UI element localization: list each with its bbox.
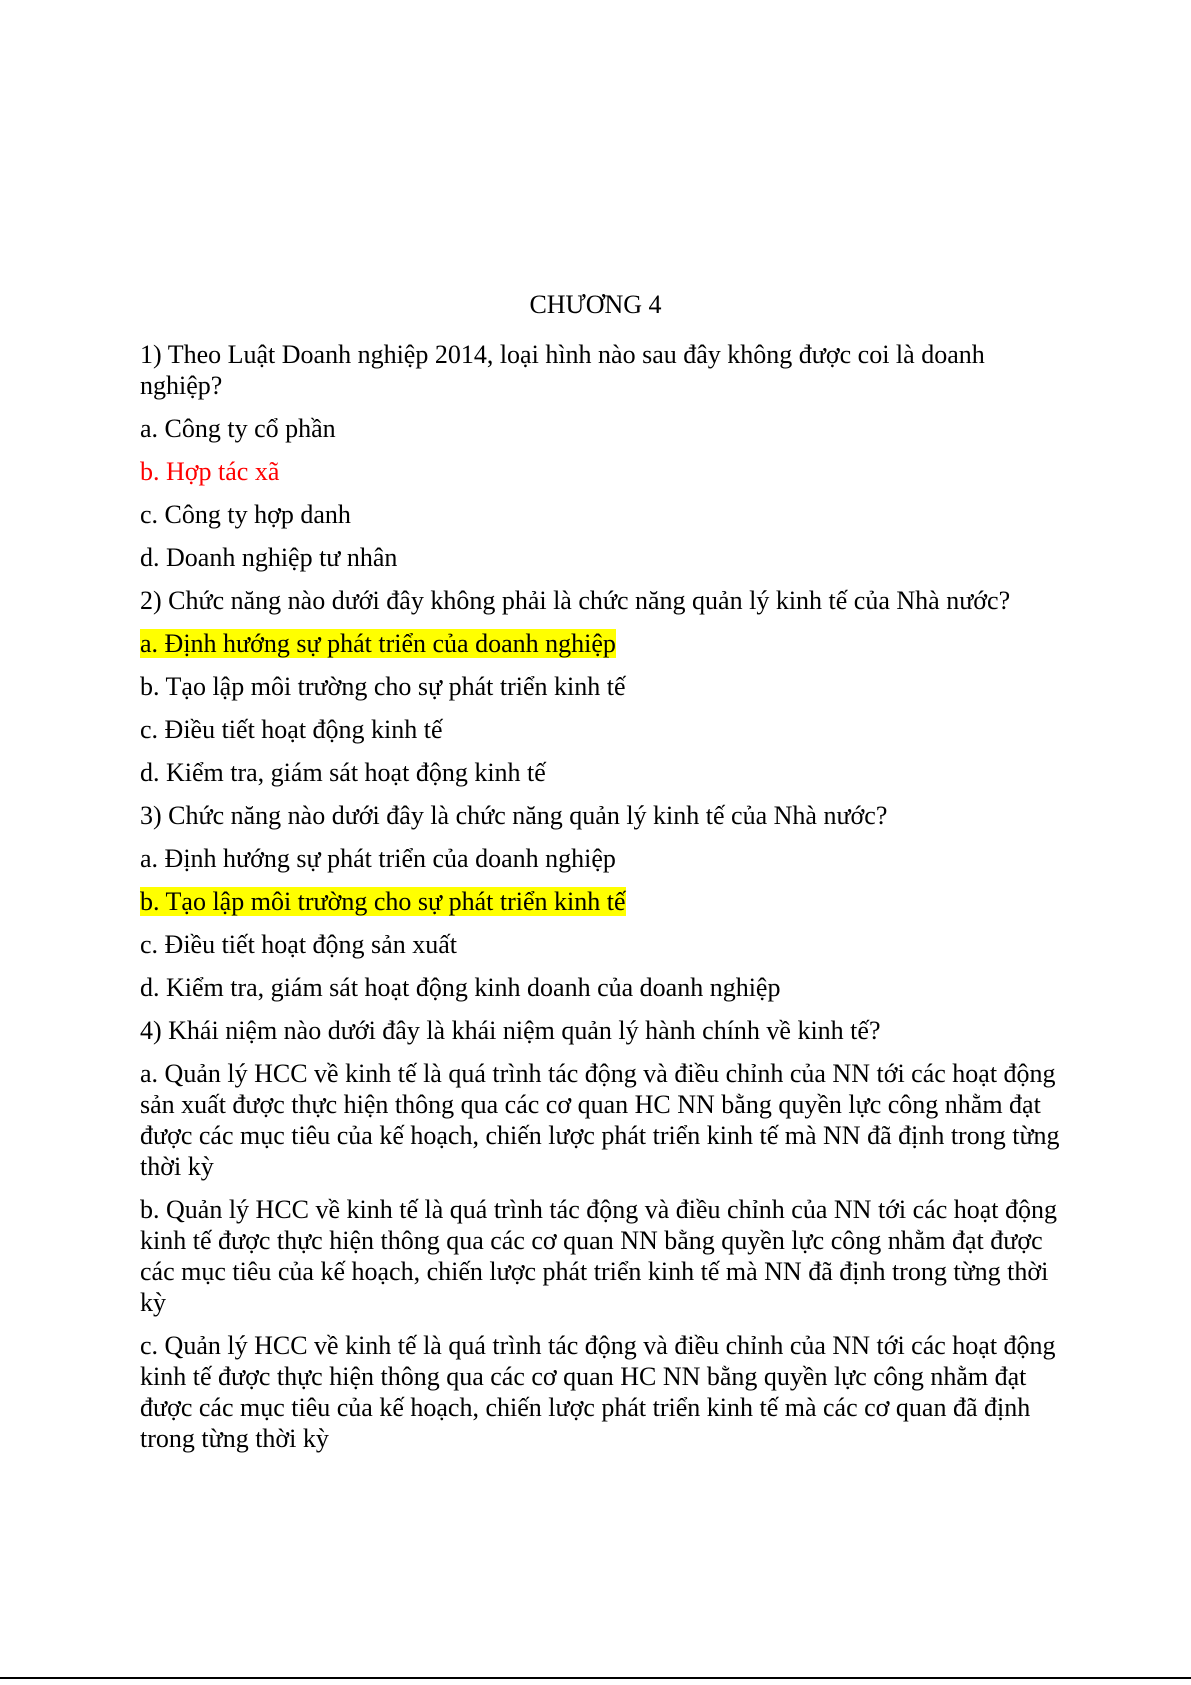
q1-option-a: a. Công ty cổ phần	[140, 414, 336, 443]
question-3: 3) Chức năng nào dưới đây là chức năng quản lý kinh tế của Nhà nước?	[140, 801, 888, 830]
q2-option-d: d. Kiểm tra, giám sát hoạt động kinh tế	[140, 758, 546, 787]
q1-option-d: d. Doanh nghiệp tư nhân	[140, 543, 398, 572]
q2-option-a-answer: a. Định hướng sự phát triển của doanh nghiệp	[140, 629, 616, 658]
q3-option-d: d. Kiểm tra, giám sát hoạt động kinh doanh của doanh nghiệp	[140, 973, 781, 1002]
page-bottom-rule	[0, 1677, 1191, 1679]
q1-option-c: c. Công ty hợp danh	[140, 500, 351, 529]
q3-option-b-answer: b. Tạo lập môi trường cho sự phát triển kinh tế	[140, 887, 626, 916]
q4-option-b: b. Quản lý HCC về kinh tế là quá trình tác động và điều chỉnh của NN tới các hoạt động kinh tế được thực hiện thông qua các cơ quan NN bằng quyền lực công nhằm đạt được các mục tiêu của kế hoạch, chiến lược phát triển kinh tế mà NN đã định trong từng thời kỳ	[140, 1195, 1058, 1317]
q3-option-c: c. Điều tiết hoạt động sản xuất	[140, 930, 457, 959]
q4-option-a: a. Quản lý HCC về kinh tế là quá trình tác động và điều chỉnh của NN tới các hoạt động sản xuất được thực hiện thông qua các cơ quan HC NN bằng quyền lực công nhằm đạt được các mục tiêu của kế hoạch, chiến lược phát triển kinh tế mà NN đã định trong từng thời kỳ	[140, 1059, 1060, 1181]
question-4: 4) Khái niệm nào dưới đây là khái niệm quản lý hành chính về kinh tế?	[140, 1016, 881, 1045]
q4-option-c: c. Quản lý HCC về kinh tế là quá trình tác động và điều chỉnh của NN tới các hoạt động kinh tế được thực hiện thông qua các cơ quan HC NN bằng quyền lực công nhằm đạt được các mục tiêu của kế hoạch, chiến lược phát triển kinh tế mà các cơ quan đã định trong từng thời kỳ	[140, 1331, 1056, 1453]
page-title: CHƯƠNG 4	[529, 290, 662, 319]
q2-option-b: b. Tạo lập môi trường cho sự phát triển kinh tế	[140, 672, 626, 701]
question-2: 2) Chức năng nào dưới đây không phải là chức năng quản lý kinh tế của Nhà nước?	[140, 586, 1011, 615]
question-1: 1) Theo Luật Doanh nghiệp 2014, loại hình nào sau đây không được coi là doanh nghiệp?	[140, 340, 985, 400]
q2-option-c: c. Điều tiết hoạt động kinh tế	[140, 715, 443, 744]
question-list	[140, 339, 1060, 1466]
q1-option-b-answer: b. Hợp tác xã	[140, 457, 280, 486]
q3-option-a: a. Định hướng sự phát triển của doanh nghiệp	[140, 844, 616, 873]
